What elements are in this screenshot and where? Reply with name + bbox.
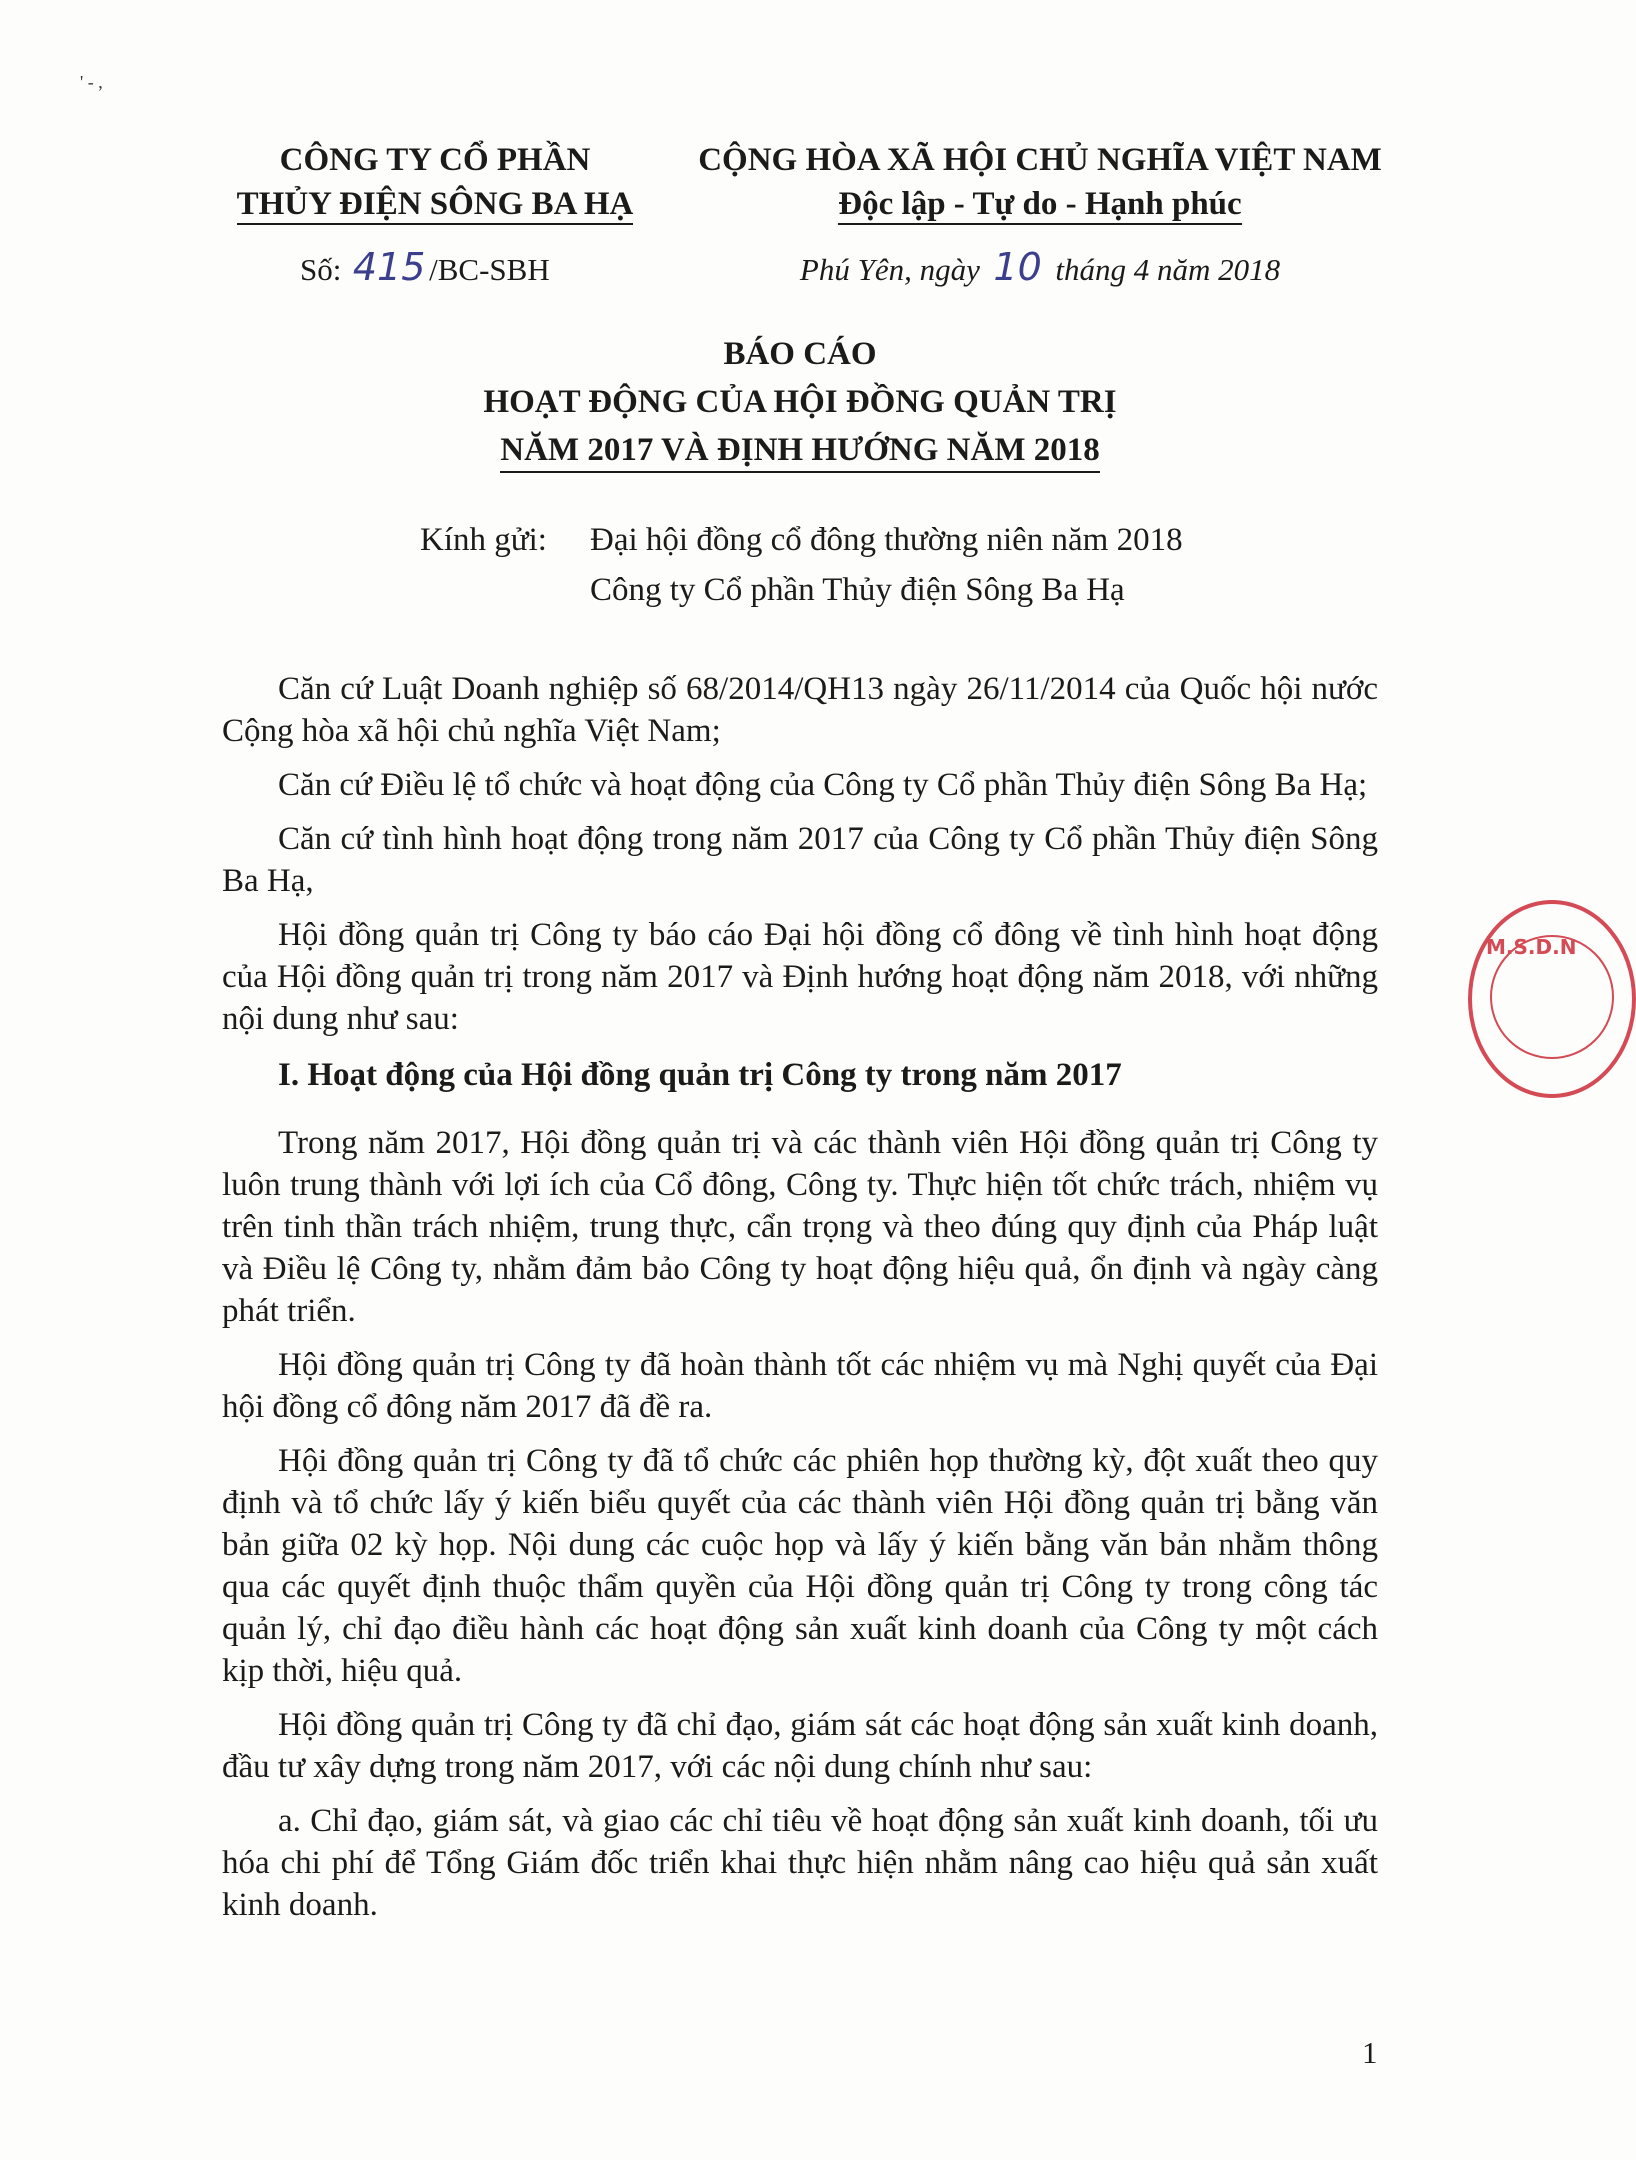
title-line2: HOẠT ĐỘNG CỦA HỘI ĐỒNG QUẢN TRỊ [483, 384, 1117, 420]
doc-number-suffix: /BC-SBH [429, 252, 550, 287]
document-number [300, 245, 550, 289]
recipient-line1: Đại hội đồng cổ đông thường niên năm 2018 [590, 522, 1183, 558]
body-paragraph: Căn cứ Điều lệ tổ chức và hoạt động của Công ty Cổ phần Thủy điện Sông Ba Hạ; [278, 767, 1368, 803]
doc-number-handwritten: 415 [352, 245, 426, 289]
title-line3: NĂM 2017 VÀ ĐỊNH HƯỚNG NĂM 2018 [500, 429, 1099, 473]
body-paragraph: a. Chỉ đạo, giám sát, và giao các chỉ tiêu về hoạt động sản xuất kinh doanh, tối ưu hóa chi phí để Tổng Giám đốc triển khai thực hiện nhằm nâng cao hiệu quả sản xuất kinh doanh. [222, 1803, 1378, 1923]
company-name-line2: THỦY ĐIỆN SÔNG BA HẠ [237, 185, 634, 225]
body-paragraph: Trong năm 2017, Hội đồng quản trị và các thành viên Hội đồng quản trị Công ty luôn trung thành với lợi ích của Cổ đông, Công ty. Thực hiện tốt chức trách, nhiệm vụ trên tinh thần trách nhiệm, trung thực, cẩn trọng và theo đúng quy định của Pháp luật và Điều lệ Công ty, nhằm đảm bảo Công ty hoạt động hiệu quả, ổn định và ngày càng phát triển. [222, 1125, 1378, 1329]
body-paragraph: Hội đồng quản trị Công ty báo cáo Đại hội đồng cổ đông về tình hình hoạt động của Hội đồng quản trị trong năm 2017 và Định hướng hoạt động năm 2018, với những nội dung như sau: [222, 917, 1378, 1037]
document-title [200, 330, 1400, 474]
date-place: Phú Yên, ngày [799, 252, 980, 287]
stamp-text: M.S.D.N [1486, 935, 1577, 959]
section-heading: I. Hoạt động của Hội đồng quản trị Công ty trong năm 2017 [278, 1057, 1122, 1093]
body-paragraph: Căn cứ Luật Doanh nghiệp số 68/2014/QH13 ngày 26/11/2014 của Quốc hội nước Cộng hòa xã hội chủ nghĩa Việt Nam; [222, 671, 1378, 749]
recipient-label: Kính gửi: [420, 522, 547, 558]
body-paragraph: Hội đồng quản trị Công ty đã tổ chức các phiên họp thường kỳ, đột xuất theo quy định và tổ chức lấy ý kiến biểu quyết của các thành viên Hội đồng quản trị bằng văn bản giữa 02 kỳ họp. Nội dung các cuộc họp và lấy ý kiến bằng văn bản nhằm thông qua các quyết định thuộc thẩm quyền của Hội đồng quản trị Công ty trong công tác quản lý, chỉ đạo điều hành các hoạt động sản xuất kinh doanh của Công ty một cách kịp thời, hiệu quả. [222, 1443, 1378, 1689]
body-paragraph: Hội đồng quản trị Công ty đã hoàn thành tốt các nhiệm vụ mà Nghị quyết của Đại hội đồng cổ đông năm 2017 đã đề ra. [222, 1347, 1378, 1425]
doc-number-prefix: Số: [300, 252, 342, 287]
national-header [680, 138, 1400, 226]
body-paragraph: Căn cứ tình hình hoạt động trong năm 2017 của Công ty Cổ phần Thủy điện Sông Ba Hạ, [222, 821, 1378, 899]
recipient-block [420, 515, 1183, 615]
recipient-line2: Công ty Cổ phần Thủy điện Sông Ba Hạ [590, 572, 1125, 608]
country-name: CỘNG HÒA XÃ HỘI CHỦ NGHĨA VIỆT NAM [698, 142, 1382, 178]
company-name-line1: CÔNG TY CỔ PHẦN [279, 142, 591, 178]
national-motto: Độc lập - Tự do - Hạnh phúc [838, 185, 1241, 225]
page-number: 1 [1362, 2035, 1378, 2070]
company-header [200, 138, 670, 226]
scan-mark: ' ‐ , [80, 72, 103, 92]
title-line1: BÁO CÁO [723, 336, 877, 372]
document-body [222, 668, 1378, 1938]
date-day-handwritten: 10 [993, 245, 1042, 289]
date-line [680, 245, 1400, 289]
date-month-year: tháng 4 năm 2018 [1055, 252, 1281, 287]
body-paragraph: Hội đồng quản trị Công ty đã chỉ đạo, giám sát các hoạt động sản xuất kinh doanh, đầu tư xây dựng trong năm 2017, với các nội dung chính như sau: [222, 1707, 1378, 1785]
